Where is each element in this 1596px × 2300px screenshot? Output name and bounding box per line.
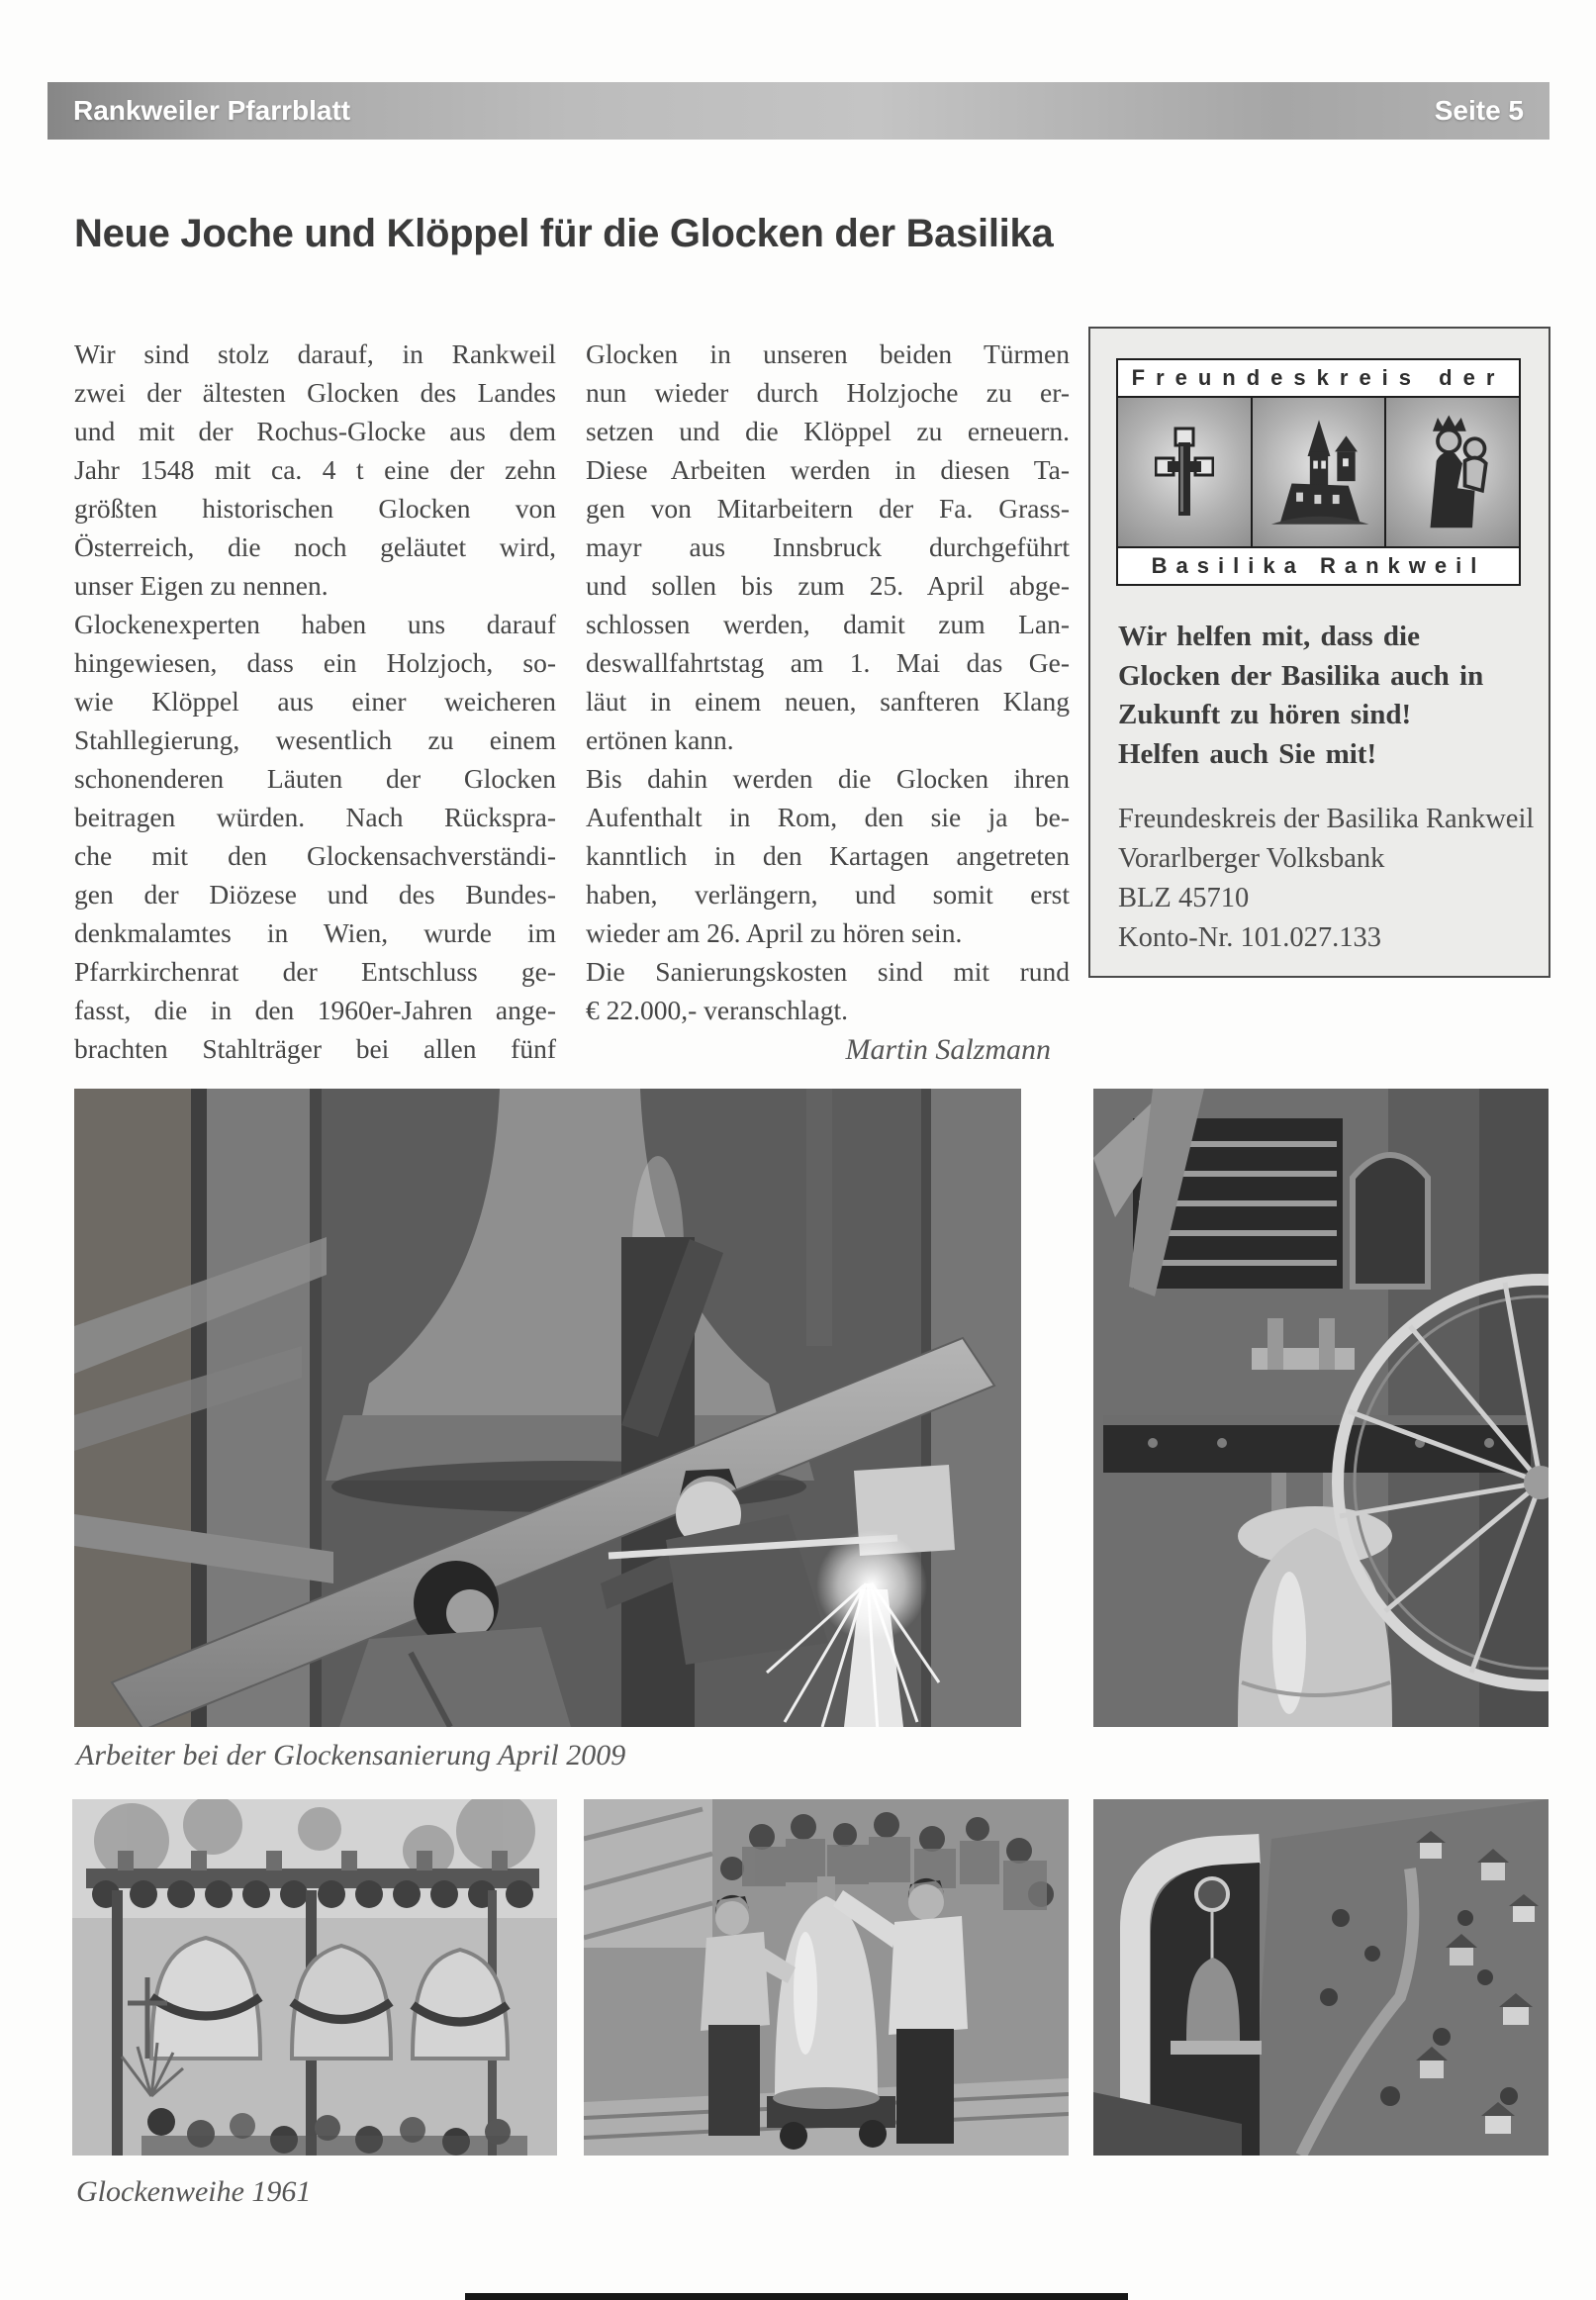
text-line: läut in einem neuen, sanfteren Klang	[586, 686, 1070, 717]
author-signature: Martin Salzmann	[845, 1033, 1051, 1066]
logo-panels	[1118, 398, 1519, 546]
text-line: Jahr 1548 mit ca. 4 t eine der zehn	[74, 454, 556, 485]
text-line: größten historischen Glocken von	[74, 493, 556, 524]
freundeskreis-logo	[1116, 358, 1521, 586]
appeal-line: Helfen auch Sie mit!	[1118, 737, 1377, 770]
photo-bell-renovation-large	[74, 1089, 1021, 1727]
text-line: schonenderen Läuten der Glocken	[74, 763, 556, 794]
text-line: und sollen bis zum 25. April abge-	[586, 570, 1070, 601]
cross-icon	[1118, 398, 1251, 546]
text-line: und mit der Rochus-Glocke aus dem	[74, 416, 556, 446]
text-line: schlossen werden, damit zum Lan-	[586, 609, 1070, 639]
text-line: denkmalamtes in Wien, wurde im	[74, 917, 556, 948]
article-headline: Neue Joche und Klöppel für die Glocken der Basilika	[74, 212, 1054, 255]
madonna-icon	[1386, 398, 1519, 546]
photo-consecration-bells	[72, 1799, 557, 2156]
appeal-line: Zukunft zu hören sind!	[1118, 699, 1412, 730]
newsletter-title: Rankweiler Pfarrblatt	[73, 95, 351, 126]
text-line: hingewiesen, dass ein Holzjoch, so-	[74, 647, 556, 678]
text-line: fasst, die in den 1960er-Jahren ange-	[74, 995, 556, 1025]
basilica-icon	[1253, 398, 1385, 546]
bank-line: Konto-Nr. 101.027.133	[1118, 922, 1381, 953]
text-line: kanntlich in den Kartagen angetreten	[586, 840, 1070, 871]
text-line: deswallfahrtstag am 1. Mai das Ge-	[586, 647, 1070, 678]
text-line: Aufenthalt in Rom, den sie ja be-	[586, 802, 1070, 832]
bank-details	[1118, 800, 1534, 958]
text-line: Glocken in unseren beiden Türmen	[586, 338, 1070, 369]
text-line: beitragen würden. Nach Rückspra-	[74, 802, 556, 832]
text-line: gen von Mitarbeitern der Fa. Grass-	[586, 493, 1070, 524]
bank-line: Vorarlberger Volksbank	[1118, 843, 1385, 874]
text-line: Wir sind stolz darauf, in Rankweil	[74, 338, 556, 369]
text-line: setzen und die Klöppel zu erneuern.	[586, 416, 1070, 446]
appeal-text	[1118, 618, 1524, 774]
text-line: che mit den Glockensachverständi-	[74, 840, 556, 871]
text-line: Diese Arbeiten werden in diesen Ta-	[586, 454, 1070, 485]
article-column-2	[586, 335, 1070, 1029]
bank-line: BLZ 45710	[1118, 883, 1250, 913]
page-number: Seite 5	[1434, 95, 1524, 126]
photo-bell-and-wheel	[1093, 1089, 1549, 1727]
text-line: wie Klöppel aus einer weicheren	[74, 686, 556, 717]
text-line: gen der Diözese und des Bundes-	[74, 879, 556, 910]
text-line: haben, verlängern, und somit erst	[586, 879, 1070, 910]
text-line: ertönen kann.	[586, 724, 734, 755]
caption-consecration: Glockenweihe 1961	[76, 2175, 312, 2208]
text-line: Österreich, die noch geläutet wird,	[74, 531, 556, 562]
text-line: mayr aus Innsbruck durchgeführt	[586, 531, 1070, 562]
logo-bottom-band: Basilika Rankweil	[1118, 546, 1519, 584]
text-line: Bis dahin werden die Glocken ihren	[586, 763, 1070, 794]
logo-top-band: Freundeskreis der	[1118, 360, 1519, 398]
bank-line: Freundeskreis der Basilika Rankweil	[1118, 804, 1535, 834]
text-line: wieder am 26. April zu hören sein.	[586, 917, 963, 948]
text-line: brachten Stahlträger bei allen fünf	[74, 1033, 556, 1064]
scan-edge-artifact	[465, 2293, 1128, 2300]
photo-bell-raising-view	[1093, 1799, 1549, 2156]
text-line: unser Eigen zu nennen.	[74, 570, 329, 601]
text-line: Glockenexperten haben uns darauf	[74, 609, 556, 639]
text-line: Die Sanierungskosten sind mit rund	[586, 956, 1070, 987]
text-line: € 22.000,- veranschlagt.	[586, 995, 848, 1025]
photo-bell-transport	[584, 1799, 1069, 2156]
donation-appeal-box	[1088, 327, 1550, 978]
article-column-1	[74, 335, 556, 1068]
text-line: nun wieder durch Holzjoche zu er-	[586, 377, 1070, 408]
page-header-bar	[47, 82, 1549, 140]
caption-renovation: Arbeiter bei der Glockensanierung April 2009	[76, 1739, 626, 1772]
appeal-line: Wir helfen mit, dass die	[1118, 621, 1420, 652]
text-line: zwei der ältesten Glocken des Landes	[74, 377, 556, 408]
text-line: Pfarrkirchenrat der Entschluss ge-	[74, 956, 556, 987]
appeal-line: Glocken der Basilika auch in	[1118, 659, 1484, 692]
text-line: Stahllegierung, wesentlich zu einem	[74, 724, 556, 755]
